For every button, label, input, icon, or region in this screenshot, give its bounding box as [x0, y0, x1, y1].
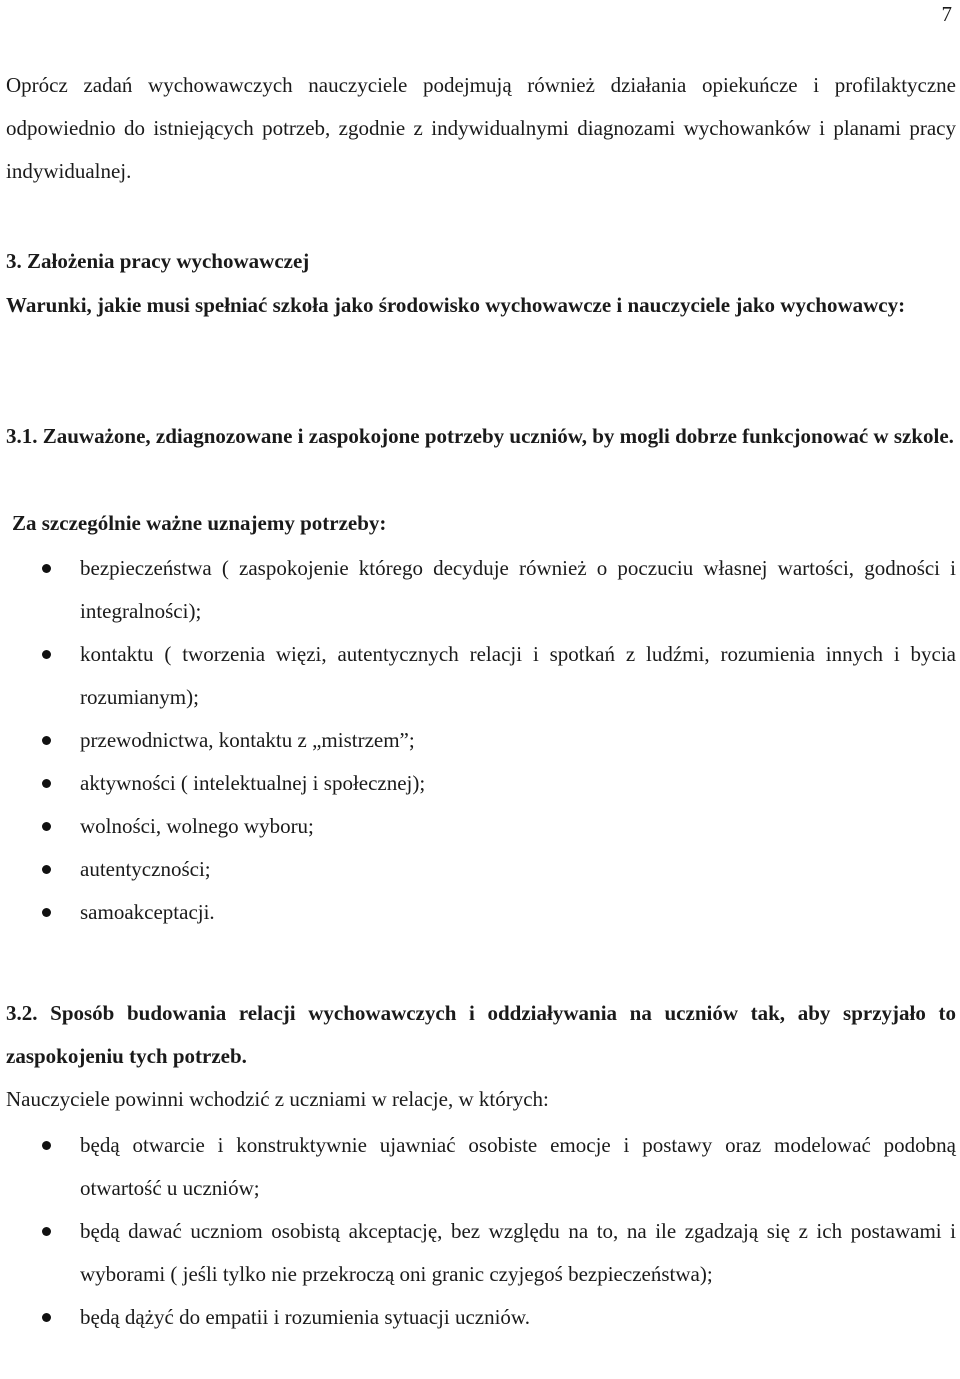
section-3-2-heading: 3.2. Sposób budowania relacji wychowawczych i oddziaływania na uczniów tak, aby sprzyjało to zaspokojeniu tych potrzeb.	[6, 1001, 956, 1068]
list-item: będą dążyć do empatii i rozumienia sytuacji uczniów.	[0, 1296, 956, 1339]
bullet-icon	[42, 908, 51, 917]
list-item: przewodnictwa, kontaktu z „mistrzem”;	[0, 719, 956, 762]
list-item: autentyczności;	[0, 848, 956, 891]
section-3-heading: 3. Założenia pracy wychowawczej	[6, 249, 310, 273]
bullet-icon	[42, 1227, 51, 1236]
relations-list	[0, 1124, 956, 1339]
section-3-subheading: Warunki, jakie musi spełniać szkoła jako środowisko wychowawcze i nauczyciele jako wychowawcy:	[6, 293, 906, 317]
list-item: będą dawać uczniom osobistą akceptację, bez względu na to, na ile zgadzają się z ich postawami i wyborami ( jeśli tylko nie przekroczą oni granic czyjegoś bezpieczeństwa);	[0, 1210, 956, 1296]
bullet-icon	[42, 865, 51, 874]
intro-paragraph: Oprócz zadań wychowawczych nauczyciele podejmują również działania opiekuńcze i profilaktyczne odpowiednio do istniejących potrzeb, zgodnie z indywidualnymi diagnozami wychowanków i planami pracy indywidualnej.	[6, 73, 956, 183]
bullet-icon	[42, 822, 51, 831]
list-item: będą otwarcie i konstruktywnie ujawniać osobiste emocje i postawy oraz modelować podobną otwartość u uczniów;	[0, 1124, 956, 1210]
needs-list	[0, 547, 956, 934]
list-item: aktywności ( intelektualnej i społecznej);	[0, 762, 956, 805]
bullet-icon	[42, 564, 51, 573]
bullet-icon	[42, 779, 51, 788]
bullet-icon	[42, 1141, 51, 1150]
bullet-icon	[42, 736, 51, 745]
section-3-2-lead: Nauczyciele powinni wchodzić z uczniami w relacje, w których:	[6, 1087, 549, 1111]
list-item: samoakceptacji.	[0, 891, 956, 934]
page-number: 7	[941, 2, 952, 26]
bullet-icon	[42, 650, 51, 659]
section-3-1-heading: 3.1. Zauważone, zdiagnozowane i zaspokojone potrzeby uczniów, by mogli dobrze funkcjonować w szkole.	[6, 424, 954, 448]
list-item: bezpieczeństwa ( zaspokojenie którego decyduje również o poczuciu własnej wartości, godności i integralności);	[0, 547, 956, 633]
bullet-icon	[42, 1313, 51, 1322]
list-item: kontaktu ( tworzenia więzi, autentycznych relacji i spotkań z ludźmi, rozumienia innych i bycia rozumianym);	[0, 633, 956, 719]
section-3-1-lead: Za szczególnie ważne uznajemy potrzeby:	[12, 511, 387, 535]
list-item: wolności, wolnego wyboru;	[0, 805, 956, 848]
